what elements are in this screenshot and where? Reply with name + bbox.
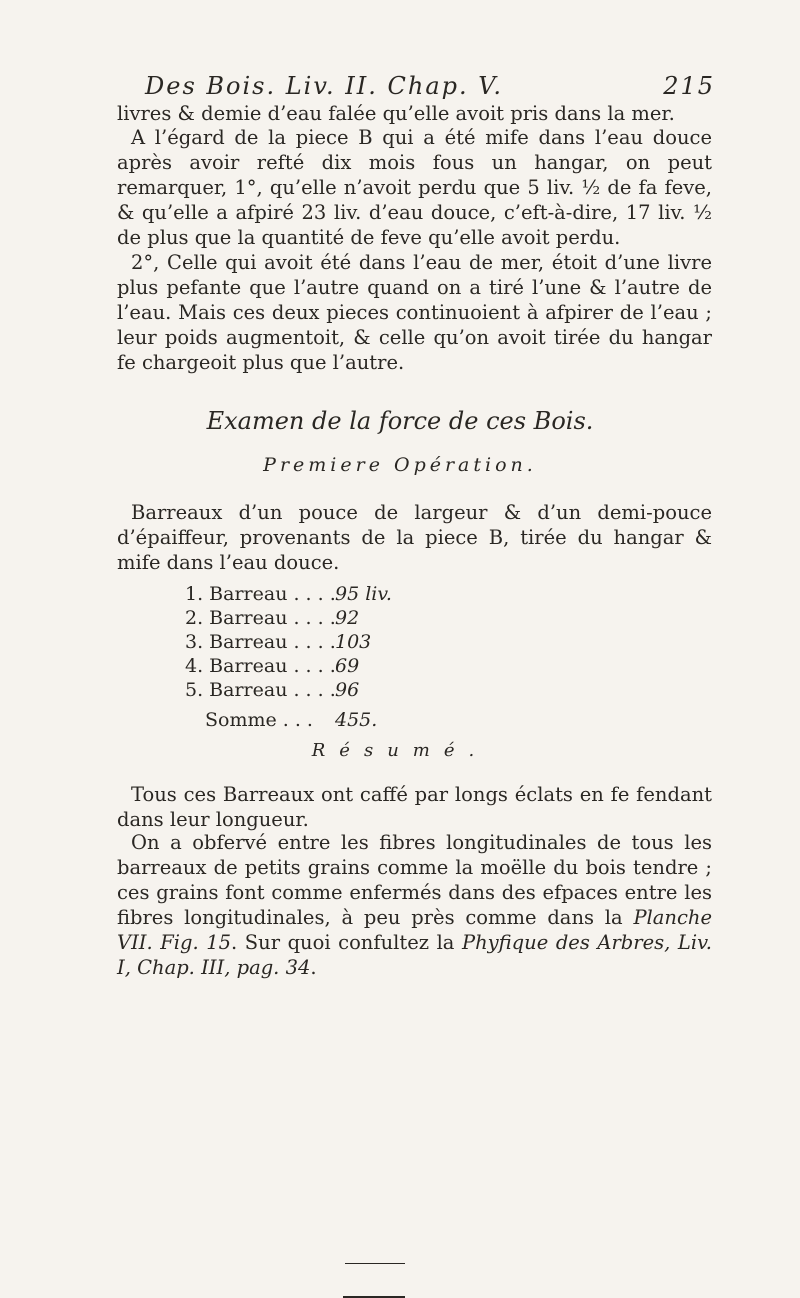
paragraph-continuation: [117, 101, 712, 126]
paragraph-fracture: [117, 782, 712, 832]
ledger-row: [185, 582, 445, 606]
ledger-value: 103: [335, 631, 372, 653]
paragraph-5: Tous ces Barreaux ont caffé par longs éclats en fe fendant dans leur longueur.: [117, 783, 712, 831]
page-number: 215: [663, 72, 715, 100]
ledger-total-row: [185, 708, 445, 732]
ledger-row: [185, 606, 445, 630]
ledger-row: [185, 630, 445, 654]
paragraph-6-mid: . Sur quoi confultez la: [231, 931, 462, 954]
ledger-value: 69: [335, 655, 360, 677]
ledger-row: [185, 654, 445, 678]
ledger-label: 2. Barreau . . . .: [185, 607, 336, 629]
sum-rule: [345, 1263, 405, 1264]
ledger-label: 3. Barreau . . . .: [185, 631, 336, 653]
paragraph-3: 2°, Celle qui avoit été dans l’eau de mer, étoit d’une livre plus pefante que l’autre quand on a tiré l’une & l’autre de l’eau. Mais ces deux pieces continuoient à afpirer de l’eau ; leur poids augmentoit, & celle qu’on avoit tirée du hangar fe chargeoit plus que l’autre.: [117, 251, 712, 374]
ledger-total-label: Somme . . .: [205, 709, 313, 731]
paragraph-6-start: On a obfervé entre les fibres longitudinales de tous les barreaux de petits grains comme la moëlle du bois tendre ; ces grains font comme enfermés dans des efpaces entre les fibres longitudinales, à peu près comme dans la: [117, 831, 712, 929]
ledger-value: 92: [335, 607, 360, 629]
ledger-label: 4. Barreau . . . .: [185, 655, 336, 677]
paragraph-2: A l’égard de la piece B qui a été mife dans l’eau douce après avoir refté dix mois fous un hangar, on peut remarquer, 1°, qu’elle n’avoit perdu que 5 liv. ½ de fa feve, & qu’elle a afpiré 23 liv. d’eau douce, c’eft-à-dire, 17 liv. ½ de plus que la quantité de feve qu’elle avoit perdu.: [117, 126, 712, 249]
ledger-label: 1. Barreau . . . .: [185, 583, 336, 605]
book-reference: Phyfique des Arbres, Liv. I, Chap. III, pag. 34: [117, 931, 712, 979]
paragraph-piece-b: [117, 125, 712, 250]
ledger-value: 95 liv.: [335, 583, 392, 605]
ledger-row: [185, 678, 445, 702]
paragraph-barreaux: [117, 500, 712, 575]
ledger-label: 5. Barreau . . . .: [185, 679, 336, 701]
running-head-title: Des Bois. Liv. II. Chap. V.: [145, 72, 504, 100]
paragraph-6: [117, 830, 712, 980]
ledger-total-value: 455.: [335, 709, 378, 731]
weights-ledger: [185, 582, 445, 732]
plate-reference: Planche VII. Fig. 15: [117, 906, 712, 954]
running-header: [145, 72, 715, 100]
paragraph-4: Barreaux d’un pouce de largeur & d’un demi-pouce d’épaiffeur, provenants de la piece B, tirée du hangar & mife dans l’eau douce.: [117, 501, 712, 574]
section-title: Examen de la force de ces Bois.: [206, 407, 594, 435]
paragraph-1: livres & demie d’eau falée qu’elle avoit pris dans la mer.: [117, 102, 675, 125]
paragraph-6-end: .: [310, 956, 317, 979]
paragraph-fibres: [117, 830, 712, 980]
paragraph-second-point: [117, 250, 712, 375]
subsection-title: Premiere Opération.: [263, 454, 537, 476]
resume-title: Résumé.: [311, 740, 489, 761]
ledger-value: 96: [335, 679, 360, 701]
